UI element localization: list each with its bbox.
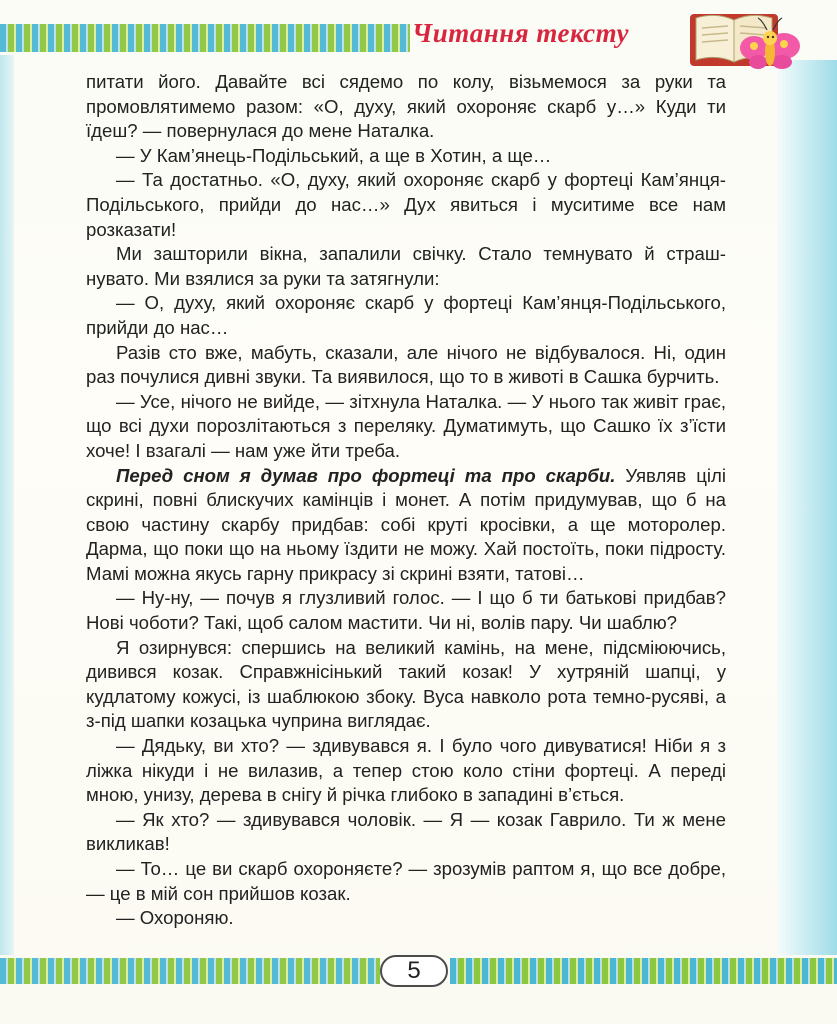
right-decor-panel <box>777 60 837 955</box>
paragraph: — О, духу, який охороняє скарб у фортеці Кам’янця-Подільського, прийди до нас… <box>86 292 726 338</box>
header-stripes <box>0 24 410 52</box>
paragraph: — Ну-ну, — почув я глузливий голос. — І що б ти батькові придбав? Нові чоботи? Такі, щоб салом мастити. Чи ні, волів пару. Чи шаблю? <box>86 587 726 634</box>
paragraph <box>86 464 726 587</box>
paragraph: — Дядьку, ви хто? — здивувався я. І було чого дивуватися! Ніби я з ліжка нікуди і не вилазив, а тепер стою коло стіни фортеці. А переді мною, унизу, дерева в снігу й річка глибоко в западині в’ється. <box>86 735 726 806</box>
paragraph: — Як хто? — здивувався чоловік. — Я — козак Гаврило. Ти ж мене викликав! <box>86 808 726 855</box>
paragraph: питати його. Давайте всі сядемо по колу, візьмемося за руки та промовлятимемо разом: «О, духу, який охороняє скарб у…» Куди ти їдеш? — повернулася до мене Наталка. <box>86 71 726 142</box>
story-text <box>86 70 726 931</box>
footer-stripes-left <box>0 958 380 984</box>
paragraph: Я озирнувся: спершись на великий камінь, на мене, підсміюючись, дивився козак. Справжнісінький такий козак! У хутряній шапці, у кудлатому кожусі, із шаблюкою збоку. Вуса навколо рота темно-русяві, а з-під шапки козацька чуприна виглядає. <box>86 636 726 732</box>
paragraph: Ми зашторили вікна, запалили свічку. Стало темнувато й страшнувато. Ми взялися за руки та затягнули: <box>86 243 726 289</box>
paragraph-lead: Перед сном я думав про фортеці та про скарби. <box>116 464 616 486</box>
paragraph: — Та достатньо. «О, духу, який охороняє скарб у фортеці Кам’янця-Подільського, прийди до нас…» Дух явиться і муситиме все нам розказати! <box>86 169 726 240</box>
left-decor-strip <box>0 55 14 955</box>
section-title: Читання тексту <box>412 18 629 48</box>
paragraph: — У Кам’янець-Подільський, а ще в Хотин, а ще… <box>116 144 552 166</box>
open-book-butterfly-icon <box>688 8 806 72</box>
page-number: 5 <box>380 955 448 987</box>
paragraph: — Охороняю. <box>116 907 234 929</box>
paragraph: — Усе, нічого не вийде, — зітхнула Наталка. — У нього так живіт грає, що всі духи порозлітаються з переляку. Думатимуть, що Сашко їх з’їсти хоче! І взагалі — нам уже йти треба. <box>86 390 726 461</box>
footer-stripes-right <box>450 958 837 984</box>
paragraph: Разів сто вже, мабуть, сказали, але нічого не відбувалося. Ні, один раз почулися дивні звуки. Та виявилося, що то в животі в Сашка бурчить. <box>86 341 726 388</box>
paragraph-rest: Уявляв цілі скрині, повні блискучих камінців і монет. А потім придумував, що б на свою частину скарбу придбав: собі круті кросівки, а ще моторолер. Дарма, що поки що на ньому їздити не можу. Хай постоїть, поки підросту. Мамі можна якусь гарну прикрасу зі скрині взяти, татові… <box>86 464 726 584</box>
paragraph: — То… це ви скарб охороняєте? — зрозумів раптом я, що все добре, — це в мій сон прийшов козак. <box>86 858 726 904</box>
